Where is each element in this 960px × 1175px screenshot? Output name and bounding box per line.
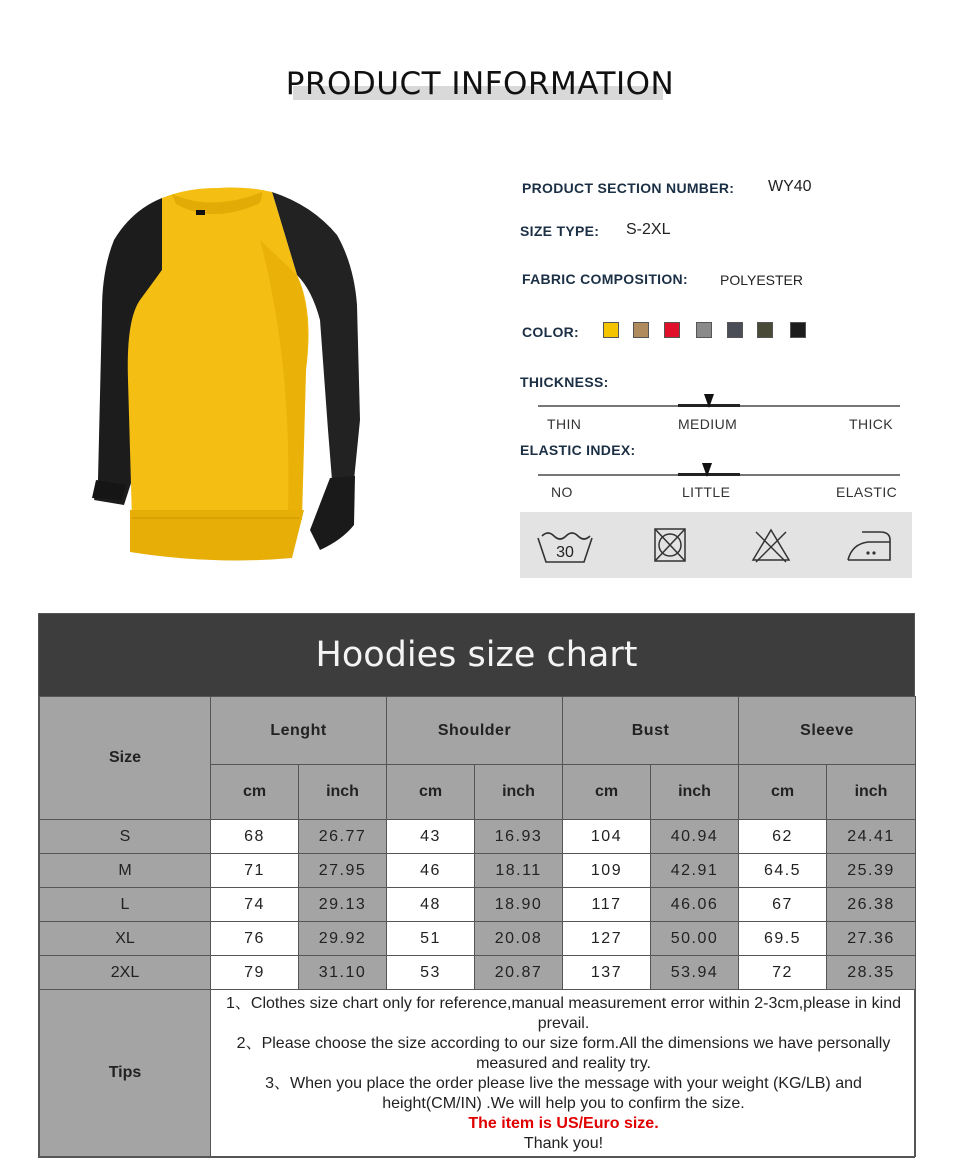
section-number-value: WY40 bbox=[768, 178, 812, 195]
tips-label: Tips bbox=[40, 990, 211, 1157]
unit-inch: inch bbox=[475, 765, 563, 820]
tip-size-note: The item is US/Euro size. bbox=[468, 1115, 659, 1132]
elastic-option-no: NO bbox=[551, 484, 573, 500]
thickness-option-thick: THICK bbox=[849, 416, 893, 432]
color-swatch[interactable] bbox=[696, 322, 712, 338]
elastic-option-elastic: ELASTIC bbox=[836, 484, 898, 500]
size-type-value: S-2XL bbox=[626, 221, 671, 238]
wash-temp: 30 bbox=[556, 544, 574, 561]
sweatshirt-image bbox=[92, 180, 372, 565]
color-swatch[interactable] bbox=[727, 322, 743, 338]
wash-30-icon bbox=[536, 526, 594, 566]
value-cell: 16.93 bbox=[475, 820, 563, 854]
group-header-shoulder: Shoulder bbox=[387, 697, 563, 765]
value-cell: 53 bbox=[387, 956, 475, 990]
value-cell: 53.94 bbox=[651, 956, 739, 990]
value-cell: 46 bbox=[387, 854, 475, 888]
value-cell: 24.41 bbox=[827, 820, 916, 854]
color-swatch[interactable] bbox=[757, 322, 773, 338]
value-cell: 67 bbox=[739, 888, 827, 922]
unit-cm: cm bbox=[563, 765, 651, 820]
table-row bbox=[40, 888, 916, 922]
value-cell: 42.91 bbox=[651, 854, 739, 888]
table-row bbox=[40, 854, 916, 888]
value-cell: 127 bbox=[563, 922, 651, 956]
value-cell: 74 bbox=[211, 888, 299, 922]
value-cell: 68 bbox=[211, 820, 299, 854]
value-cell: 72 bbox=[739, 956, 827, 990]
value-cell: 27.95 bbox=[299, 854, 387, 888]
value-cell: 137 bbox=[563, 956, 651, 990]
tip-2-cont: measured and reality try. bbox=[476, 1055, 651, 1072]
unit-inch: inch bbox=[651, 765, 739, 820]
right-cuff bbox=[310, 476, 355, 550]
size-cell: XL bbox=[40, 922, 211, 956]
thickness-pointer-icon bbox=[704, 394, 714, 408]
value-cell: 46.06 bbox=[651, 888, 739, 922]
group-header-sleeve: Sleeve bbox=[739, 697, 916, 765]
color-swatch[interactable] bbox=[664, 322, 680, 338]
thickness-label: THICKNESS: bbox=[520, 374, 609, 390]
table-row bbox=[40, 922, 916, 956]
size-column-header: Size bbox=[40, 697, 211, 820]
value-cell: 51 bbox=[387, 922, 475, 956]
value-cell: 18.11 bbox=[475, 854, 563, 888]
value-cell: 31.10 bbox=[299, 956, 387, 990]
value-cell: 28.35 bbox=[827, 956, 916, 990]
unit-cm: cm bbox=[211, 765, 299, 820]
value-cell: 20.08 bbox=[475, 922, 563, 956]
value-cell: 64.5 bbox=[739, 854, 827, 888]
page-title: PRODUCT INFORMATION bbox=[285, 66, 675, 102]
value-cell: 40.94 bbox=[651, 820, 739, 854]
size-type-label: SIZE TYPE: bbox=[520, 223, 600, 239]
value-cell: 20.87 bbox=[475, 956, 563, 990]
color-swatch[interactable] bbox=[790, 322, 806, 338]
value-cell: 69.5 bbox=[739, 922, 827, 956]
size-chart-title: Hoodies size chart bbox=[39, 614, 914, 696]
value-cell: 29.92 bbox=[299, 922, 387, 956]
tip-thanks: Thank you! bbox=[523, 1135, 604, 1152]
care-icons-bar bbox=[520, 512, 912, 578]
value-cell: 104 bbox=[563, 820, 651, 854]
thickness-option-thin: THIN bbox=[547, 416, 582, 432]
size-cell: L bbox=[40, 888, 211, 922]
tip-1-cont: prevail. bbox=[537, 1015, 590, 1032]
no-bleach-icon bbox=[750, 526, 792, 564]
unit-cm: cm bbox=[387, 765, 475, 820]
tips-body bbox=[211, 990, 916, 1157]
value-cell: 25.39 bbox=[827, 854, 916, 888]
color-swatch[interactable] bbox=[603, 322, 619, 338]
value-cell: 29.13 bbox=[299, 888, 387, 922]
no-tumble-dry-icon bbox=[652, 526, 688, 564]
value-cell: 43 bbox=[387, 820, 475, 854]
value-cell: 79 bbox=[211, 956, 299, 990]
fabric-value: POLYESTER bbox=[720, 272, 803, 288]
tip-2: 2、Please choose the size according to our size form.All the dimensions we have personally bbox=[236, 1035, 891, 1052]
value-cell: 26.38 bbox=[827, 888, 916, 922]
elastic-option-little: LITTLE bbox=[682, 484, 731, 500]
unit-inch: inch bbox=[299, 765, 387, 820]
iron-low-icon bbox=[844, 526, 894, 564]
color-swatch[interactable] bbox=[633, 322, 649, 338]
group-header-length: Lenght bbox=[211, 697, 387, 765]
elastic-pointer-icon bbox=[702, 463, 712, 477]
size-cell: S bbox=[40, 820, 211, 854]
tip-1: 1、Clothes size chart only for reference,manual measurement error within 2-3cm,please in kind bbox=[226, 995, 901, 1012]
fabric-label: FABRIC COMPOSITION: bbox=[522, 271, 688, 287]
value-cell: 50.00 bbox=[651, 922, 739, 956]
thickness-option-medium: MEDIUM bbox=[678, 416, 738, 432]
size-cell: M bbox=[40, 854, 211, 888]
value-cell: 76 bbox=[211, 922, 299, 956]
unit-inch: inch bbox=[827, 765, 916, 820]
group-header-bust: Bust bbox=[563, 697, 739, 765]
table-row bbox=[40, 956, 916, 990]
value-cell: 48 bbox=[387, 888, 475, 922]
title-wrap bbox=[0, 66, 960, 102]
value-cell: 27.36 bbox=[827, 922, 916, 956]
value-cell: 62 bbox=[739, 820, 827, 854]
tip-3-cont: height(CM/IN) .We will help you to confirm the size. bbox=[382, 1095, 745, 1112]
size-chart-table bbox=[39, 696, 916, 1157]
elastic-label: ELASTIC INDEX: bbox=[520, 442, 636, 458]
tip-3: 3、When you place the order please live the message with your weight (KG/LB) and bbox=[265, 1075, 862, 1092]
size-chart bbox=[38, 613, 915, 1158]
value-cell: 117 bbox=[563, 888, 651, 922]
value-cell: 18.90 bbox=[475, 888, 563, 922]
section-number-label: PRODUCT SECTION NUMBER: bbox=[522, 180, 735, 196]
color-label: COLOR: bbox=[522, 324, 580, 340]
size-cell: 2XL bbox=[40, 956, 211, 990]
table-row bbox=[40, 820, 916, 854]
value-cell: 71 bbox=[211, 854, 299, 888]
value-cell: 26.77 bbox=[299, 820, 387, 854]
value-cell: 109 bbox=[563, 854, 651, 888]
unit-cm: cm bbox=[739, 765, 827, 820]
